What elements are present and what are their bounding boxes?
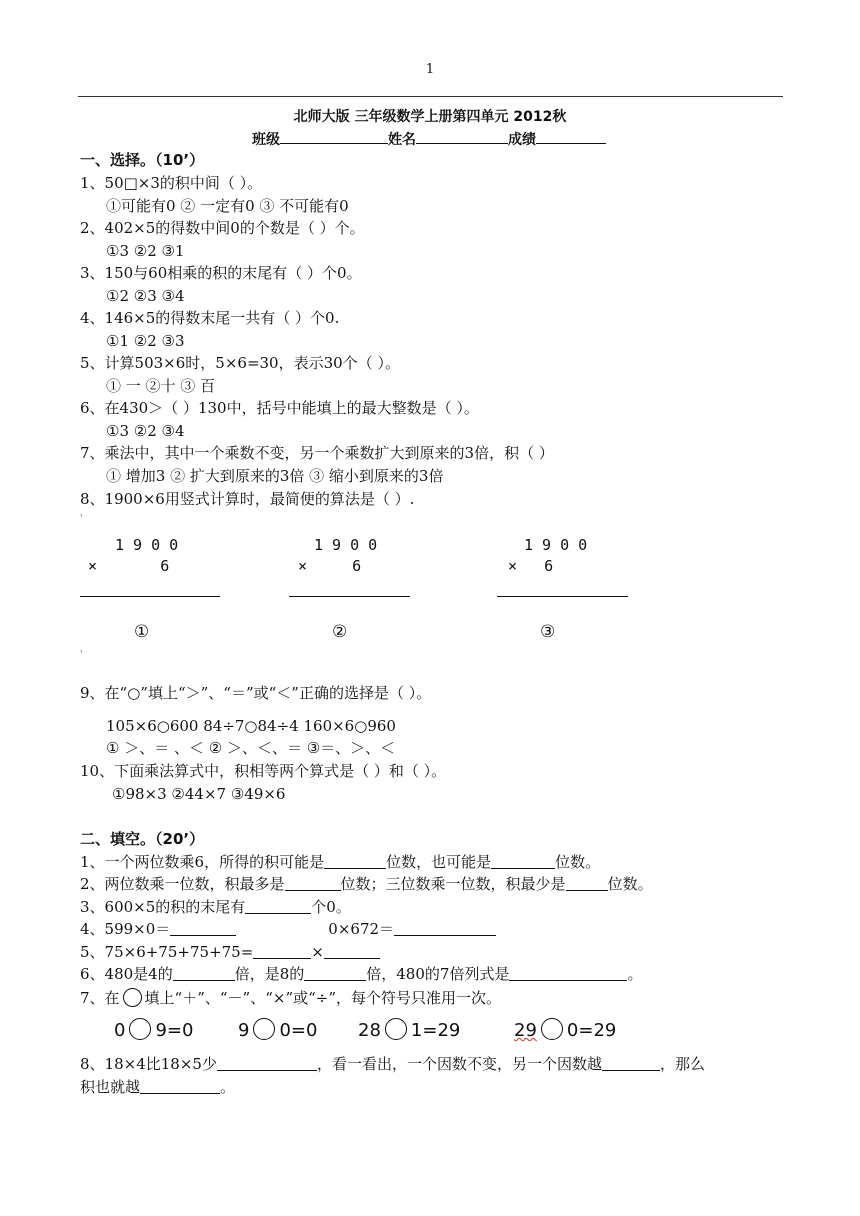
vertical-calc-3-top: 1 9 0 0 — [524, 536, 588, 554]
name-blank[interactable] — [416, 129, 508, 144]
fill-7-equation-3 — [358, 1018, 460, 1041]
fill-4-blank-2[interactable] — [394, 920, 496, 936]
fill-7-text-a: 7、在 — [80, 989, 120, 1007]
worksheet-title: 北师大版 三年级数学上册第四单元 2012秋 — [293, 109, 567, 125]
fill-8-text-b: ，看一看出，一个因数不变，另一个因数越 — [316, 1055, 602, 1073]
fill-5-blank-1[interactable] — [253, 943, 311, 959]
vertical-calc-2-label: ② — [332, 622, 348, 642]
fill-5 — [80, 942, 380, 962]
fill-1-text-a: 1、一个两位数乘6，所得的积可能是 — [80, 853, 325, 871]
fill-6-blank-1[interactable] — [173, 965, 235, 981]
operator-circle-3[interactable] — [385, 1018, 407, 1040]
eq-4-left: 29 — [514, 1020, 537, 1041]
fill-5-text-a: 5、75×6+75+75+75= — [80, 943, 254, 961]
student-info-line — [252, 129, 606, 149]
q5-stem: 5、计算503×6时，5×6=30，表示30个（ ）。 — [80, 354, 400, 372]
fill-8-blank-2[interactable] — [602, 1055, 660, 1071]
fill-3 — [80, 897, 351, 917]
fill-2-text-b: 位数；三位数乘一位数，积最少是 — [340, 875, 566, 893]
fill-7 — [80, 988, 501, 1008]
fill-1-blank-1[interactable] — [324, 853, 386, 869]
fill-2 — [80, 874, 653, 894]
fill-8-text-e: 。 — [220, 1078, 236, 1096]
fill-7-equation-4 — [514, 1018, 616, 1041]
fill-3-text-a: 3、600×5的积的末尾有 — [80, 898, 246, 916]
fill-8-blank-3[interactable] — [140, 1078, 220, 1094]
eq-2-left: 9 — [238, 1020, 250, 1041]
operator-circle-1[interactable] — [129, 1018, 151, 1040]
fill-3-text-b: 个0。 — [311, 898, 351, 916]
name-label: 姓名 — [388, 132, 416, 148]
section-1-heading: 一、选择。（10’） — [80, 151, 205, 169]
vertical-calc-3-rule — [497, 596, 628, 597]
vertical-calc-3-label: ③ — [540, 622, 556, 642]
vertical-calc-1-top: 1 9 0 0 — [115, 536, 179, 554]
vertical-calc-1-bottom: × 6 — [88, 557, 170, 575]
q10-stem: 10、下面乘法算式中，积相等两个算式是（ ）和（ ）。 — [80, 762, 447, 780]
q5-options: ① 一 ②十 ③ 百 — [106, 377, 216, 395]
eq-1-right: 9=0 — [155, 1020, 194, 1041]
fill-4-text-a: 4、599×0＝ — [80, 920, 171, 938]
fill-8-line-1 — [80, 1054, 705, 1074]
fill-5-text-b: × — [311, 943, 324, 961]
fill-7-equation-2 — [238, 1018, 317, 1041]
q2-stem: 2、402×5的得数中间0的个数是（ ）个。 — [80, 219, 365, 237]
eq-3-left: 28 — [358, 1020, 381, 1041]
fill-2-text-a: 2、两位数乘一位数，积最多是 — [80, 875, 285, 893]
eq-3-right: 1=29 — [410, 1020, 461, 1041]
fill-2-blank-2[interactable] — [566, 875, 608, 891]
header-rule — [78, 96, 783, 97]
q9-expressions: 105×6○600 84÷7○84÷4 160×6○960 — [106, 717, 396, 735]
fill-8-text-d: 积也就越 — [80, 1078, 141, 1096]
vertical-calc-1-label: ① — [134, 622, 150, 642]
q4-stem: 4、146×5的得数末尾一共有（ ）个0. — [80, 309, 340, 327]
fill-1-text-c: 位数。 — [555, 853, 601, 871]
fill-6 — [80, 964, 642, 984]
fill-8-line-2 — [80, 1077, 235, 1097]
eq-4-right: 0=29 — [566, 1020, 617, 1041]
q4-options: ①1 ②2 ③3 — [106, 332, 185, 350]
class-blank[interactable] — [280, 129, 388, 144]
q8-stem: 8、1900×6用竖式计算时，最简便的算法是（ ）. — [80, 490, 415, 508]
operator-circle-2[interactable] — [253, 1018, 275, 1040]
fill-6-text-a: 6、480是4的 — [80, 965, 173, 983]
class-label: 班级 — [252, 132, 280, 148]
q6-options: ①3 ②2 ③4 — [106, 422, 185, 440]
fill-8-text-a: 8、18×4比18×5少 — [80, 1055, 217, 1073]
vertical-calc-3-bottom: × 6 — [508, 557, 554, 575]
fill-4-text-b: 0×672＝ — [328, 920, 395, 938]
vertical-calc-2-bottom: × 6 — [298, 557, 362, 575]
page-number: 1 — [425, 62, 435, 77]
vertical-calc-2-rule — [289, 596, 410, 597]
fill-5-blank-2[interactable] — [324, 943, 380, 959]
q9-stem: 9、在“○”填上“＞”、“＝”或“＜”正确的选择是（ ）。 — [80, 684, 432, 702]
section-2-heading: 二、填空。（20’） — [80, 830, 205, 848]
fill-7-equation-1 — [114, 1018, 193, 1041]
fill-4-blank-1[interactable] — [170, 920, 236, 936]
score-label: 成绩 — [508, 132, 536, 148]
fill-4 — [80, 919, 496, 939]
paragraph-mark: ' — [80, 514, 83, 524]
fill-2-text-c: 位数。 — [607, 875, 653, 893]
fill-6-text-c: 倍，480的7倍列式是 — [366, 965, 510, 983]
fill-2-blank-1[interactable] — [285, 875, 341, 891]
fill-8-blank-1[interactable] — [217, 1055, 317, 1071]
q1-options: ①可能有0 ② 一定有0 ③ 不可能有0 — [106, 197, 349, 215]
q3-stem: 3、150与60相乘的积的末尾有（ ）个0。 — [80, 264, 362, 282]
eq-2-right: 0=0 — [279, 1020, 318, 1041]
circle-symbol-icon — [123, 988, 142, 1007]
q9-options: ① ＞、＝ 、＜ ② ＞、＜、＝ ③＝、＞、＜ — [106, 739, 396, 757]
q2-options: ①3 ②2 ③1 — [106, 242, 185, 260]
fill-3-blank[interactable] — [245, 898, 311, 914]
fill-8-text-c: ，那么 — [659, 1055, 705, 1073]
fill-1-blank-2[interactable] — [491, 853, 555, 869]
fill-1-text-b: 位数，也可能是 — [386, 853, 492, 871]
score-blank[interactable] — [536, 129, 606, 144]
eq-1-left: 0 — [114, 1020, 126, 1041]
paragraph-mark: ' — [80, 650, 83, 660]
fill-6-text-d: 。 — [627, 965, 643, 983]
q6-stem: 6、在430＞（ ）130中，括号中能填上的最大整数是（ ）。 — [80, 399, 479, 417]
q3-options: ①2 ②3 ③4 — [106, 287, 185, 305]
fill-6-blank-3[interactable] — [509, 965, 627, 981]
vertical-calc-1-rule — [80, 596, 220, 597]
vertical-calc-2-top: 1 9 0 0 — [314, 536, 378, 554]
fill-6-text-b: 倍，是8的 — [234, 965, 305, 983]
q7-options: ① 增加3 ② 扩大到原来的3倍 ③ 缩小到原来的3倍 — [106, 467, 444, 485]
q7-stem: 7、乘法中，其中一个乘数不变，另一个乘数扩大到原来的3倍，积（ ） — [80, 444, 554, 462]
q1-stem: 1、50□×3的积中间（ ）。 — [80, 174, 263, 192]
fill-6-blank-2[interactable] — [304, 965, 366, 981]
fill-7-text-b: 填上“＋”、“－”、“×”或“÷”，每个符号只准用一次。 — [144, 989, 502, 1007]
fill-1 — [80, 852, 600, 872]
q10-options: ①98×3 ②44×7 ③49×6 — [112, 785, 286, 803]
operator-circle-4[interactable] — [541, 1018, 563, 1040]
